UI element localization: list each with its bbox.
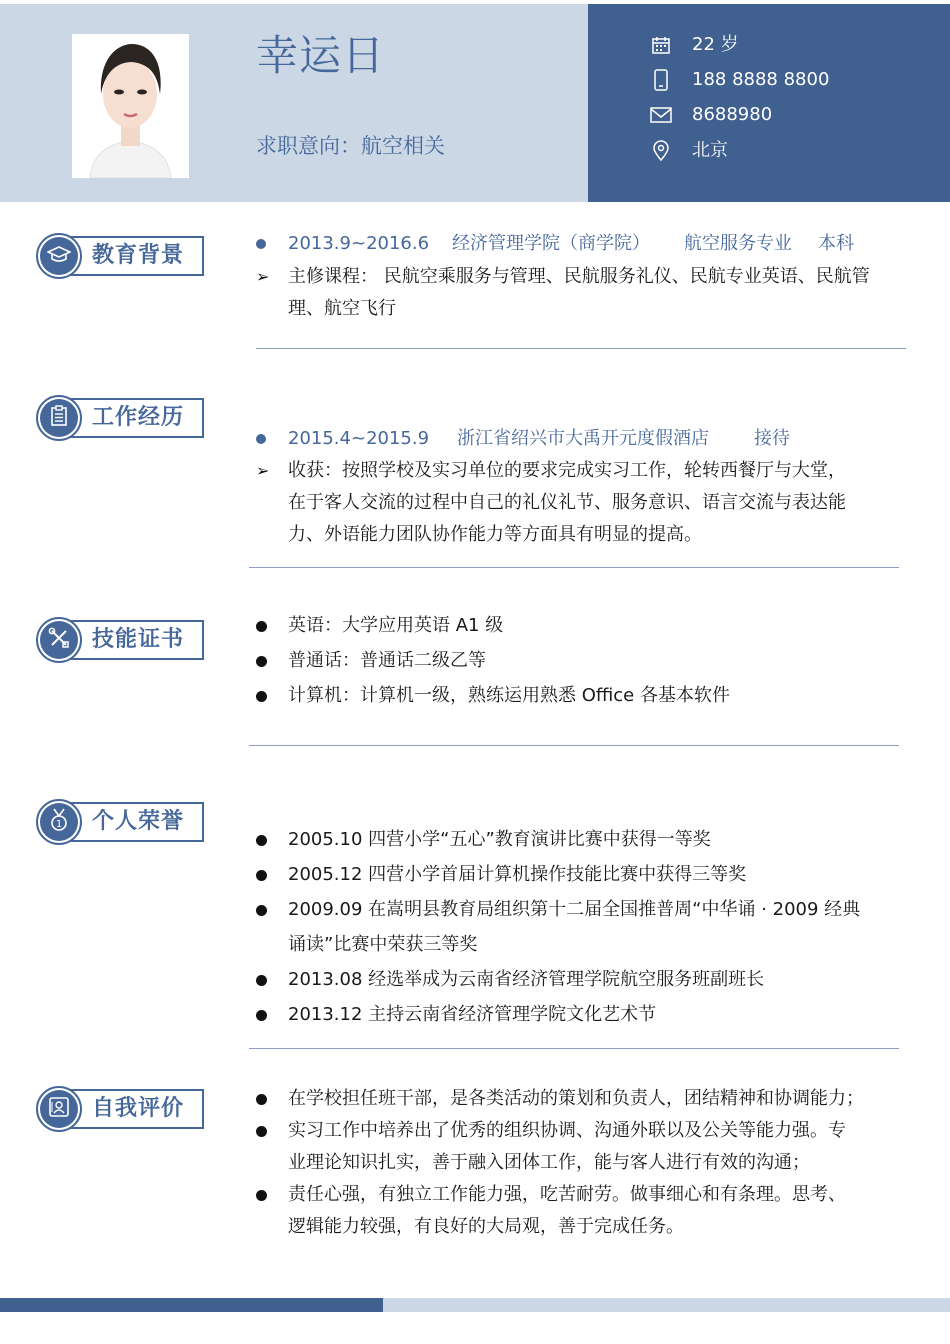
footer-bar-light [383,1298,950,1312]
medal-icon [48,808,70,836]
section-heading-honors [36,800,204,844]
honor-item: 2005.12 四营小学首届计算机操作技能比赛中获得三等奖 [288,864,747,885]
honor-item: 2013.12 主持云南省经济管理学院文化艺术节 [288,1004,657,1025]
section-title: 工作经历 [92,405,185,430]
section-heading-self [36,1087,204,1131]
education-degree: 本科 [818,233,854,254]
section-divider [249,745,899,746]
bullet-dot [256,434,266,444]
self-item-continued: 逻辑能力较强，有良好的大局观，善于完成任务。 [288,1216,684,1237]
section-heading-work [36,396,204,440]
honor-item: 2013.08 经选举成为云南省经济管理学院航空服务班副班长 [288,969,765,990]
education-school: 经济管理学院（商学院） [452,233,650,254]
bullet-dot [256,870,267,881]
clipboard-icon [49,405,69,431]
education-courses-line2: 理、航空飞行 [288,298,396,319]
bullet-dot [256,1126,267,1137]
skill-item: 英语：大学应用英语 A1 级 [288,615,504,636]
svg-text:1: 1 [55,819,63,830]
section-title: 自我评价 [92,1096,185,1121]
section-heading-skills [36,618,204,662]
work-company: 浙江省绍兴市大禹开元度假酒店 [457,428,709,449]
honor-item: 2009.09 在嵩明县教育局组织第十二届全国推普周“中华诵 · 2009 经典 [288,899,861,920]
contact-email [650,101,773,129]
footer-bar-dark [0,1298,383,1312]
location-text: 北京 [692,140,728,161]
section-title: 技能证书 [92,627,185,652]
section-divider [249,1048,899,1049]
self-item-continued: 业理论知识扎实，善于融入团体工作，能与客人进行有效的沟通； [288,1152,810,1173]
arrow-bullet: ➢ [256,461,270,480]
education-major: 航空服务专业 [684,233,792,254]
bullet-dot [256,975,267,986]
phone-text[interactable]: 188 8888 8800 [692,69,830,90]
email-text[interactable]: 8688980 [692,104,773,125]
mail-icon [650,104,672,126]
section-title: 个人荣誉 [92,809,185,834]
job-intent: 求职意向：航空相关 [256,134,445,158]
location-pin-icon [650,140,672,162]
work-gain-line3: 力、外语能力团队协作能力等方面具有明显的提高。 [288,524,702,545]
contact-phone [650,66,830,94]
candidate-name: 幸运日 [256,31,386,80]
bullet-dot [256,656,267,667]
bullet-dot [256,905,267,916]
bullet-dot [256,1094,267,1105]
self-item: 实习工作中培养出了优秀的组织协调、沟通外联以及公关等能力强。专 [288,1120,846,1141]
skill-item: 计算机：计算机一级，熟练运用熟悉 Office 各基本软件 [288,685,730,706]
phone-icon [650,69,672,91]
bullet-dot [256,835,267,846]
bullet-dot [256,621,267,632]
work-period: 2015.4~2015.9 [288,428,430,449]
self-item: 责任心强，有独立工作能力强，吃苦耐劳。做事细心和有条理。思考、 [288,1184,846,1205]
section-heading-education [36,234,204,278]
work-role: 接待 [754,428,790,449]
bullet-dot [256,1010,267,1021]
id-card-icon [48,1096,70,1122]
age-text: 22 岁 [692,34,739,55]
profile-photo [72,34,189,178]
work-gain-line2: 在于客人交流的过程中自己的礼仪礼节、服务意识、语言交流与表达能 [288,492,846,513]
honor-item-continued: 诵读”比赛中荣获三等奖 [288,934,478,955]
section-title: 教育背景 [92,243,185,268]
education-period: 2013.9~2016.6 [288,233,430,254]
bullet-dot [256,1190,267,1201]
section-divider [256,348,906,349]
education-courses-line1: 主修课程： 民航空乘服务与管理、民航服务礼仪、民航专业英语、民航管 [288,266,870,287]
contact-location [650,137,728,165]
calendar-icon [650,34,672,56]
honor-item: 2005.10 四营小学“五心”教育演讲比赛中获得一等奖 [288,829,711,850]
bullet-dot [256,691,267,702]
work-gain-line1: 收获：按照学校及实习单位的要求完成实习工作，轮转西餐厅与大堂， [288,460,846,481]
arrow-bullet: ➢ [256,267,270,286]
section-divider [249,567,899,568]
contact-age [650,31,739,59]
graduation-cap-icon [47,244,71,268]
skill-item: 普通话：普通话二级乙等 [288,650,486,671]
self-item: 在学校担任班干部，是各类活动的策划和负责人，团结精神和协调能力； [288,1088,864,1109]
bullet-dot [256,239,266,249]
tools-icon [48,627,70,653]
